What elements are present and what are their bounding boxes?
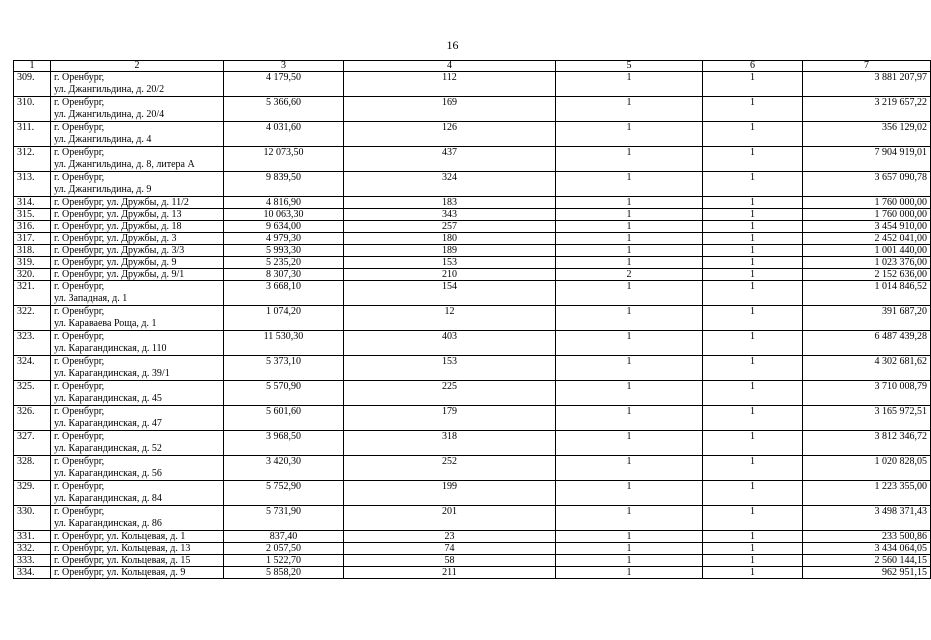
row-number-cell: 313. (14, 172, 51, 197)
col4-cell: 343 (344, 209, 556, 221)
address-line: г. Оренбург, (54, 147, 105, 158)
col5-cell: 1 (556, 257, 703, 269)
col7-cell: 3 219 657,22 (803, 97, 931, 122)
col6-cell: 1 (703, 431, 803, 456)
address-cell (51, 456, 224, 481)
col6-cell: 1 (703, 406, 803, 431)
address-line: ул. Джангильдина, д. 20/4 (54, 109, 165, 120)
table-row (14, 506, 931, 531)
col6-cell: 1 (703, 356, 803, 381)
col3-cell: 12 073,50 (224, 147, 344, 172)
col7-cell: 7 904 919,01 (803, 147, 931, 172)
col4-cell: 23 (344, 531, 556, 543)
table-row (14, 257, 931, 269)
col4-cell: 112 (344, 72, 556, 97)
table-row (14, 245, 931, 257)
col3-cell: 4 979,30 (224, 233, 344, 245)
col5-cell: 1 (556, 406, 703, 431)
col6-cell: 1 (703, 122, 803, 147)
col7-cell: 1 001 440,00 (803, 245, 931, 257)
row-number-cell: 310. (14, 97, 51, 122)
col3-cell: 8 307,30 (224, 269, 344, 281)
address-line: ул. Карагандинская, д. 56 (54, 468, 162, 479)
column-header: 6 (703, 61, 803, 72)
address-line: г. Оренбург, ул. Дружбы, д. 9/1 (54, 269, 185, 280)
table-row (14, 233, 931, 245)
address-line: г. Оренбург, ул. Кольцевая, д. 9 (54, 567, 186, 578)
col4-cell: 318 (344, 431, 556, 456)
col3-cell: 3 668,10 (224, 281, 344, 306)
col3-cell: 11 530,30 (224, 331, 344, 356)
address-cell (51, 481, 224, 506)
col4-cell: 153 (344, 257, 556, 269)
col7-cell: 3 434 064,05 (803, 543, 931, 555)
col5-cell: 1 (556, 97, 703, 122)
col4-cell: 58 (344, 555, 556, 567)
col6-cell: 1 (703, 147, 803, 172)
address-line: г. Оренбург, ул. Дружбы, д. 13 (54, 209, 182, 220)
address-line: г. Оренбург, ул. Кольцевая, д. 1 (54, 531, 186, 542)
col5-cell: 1 (556, 481, 703, 506)
address-cell (51, 381, 224, 406)
col3-cell: 5 235,20 (224, 257, 344, 269)
row-number-cell: 327. (14, 431, 51, 456)
table-row (14, 172, 931, 197)
address-cell (51, 567, 224, 579)
address-line: ул. Джангильдина, д. 9 (54, 184, 152, 195)
column-header: 7 (803, 61, 931, 72)
col6-cell: 1 (703, 543, 803, 555)
table-row (14, 281, 931, 306)
col7-cell: 2 452 041,00 (803, 233, 931, 245)
col6-cell: 1 (703, 506, 803, 531)
row-number-cell: 321. (14, 281, 51, 306)
col3-cell: 3 968,50 (224, 431, 344, 456)
col5-cell: 1 (556, 543, 703, 555)
address-cell (51, 306, 224, 331)
row-number-cell: 309. (14, 72, 51, 97)
col5-cell: 1 (556, 531, 703, 543)
col7-cell: 1 014 846,52 (803, 281, 931, 306)
col7-cell: 2 152 636,00 (803, 269, 931, 281)
address-line: г. Оренбург, ул. Дружбы, д. 3 (54, 233, 177, 244)
col6-cell: 1 (703, 172, 803, 197)
row-number-cell: 319. (14, 257, 51, 269)
col4-cell: 189 (344, 245, 556, 257)
row-number-cell: 334. (14, 567, 51, 579)
col5-cell: 1 (556, 147, 703, 172)
col4-cell: 180 (344, 233, 556, 245)
table-row (14, 381, 931, 406)
address-line: ул. Карагандинская, д. 86 (54, 518, 162, 529)
address-line: г. Оренбург, ул. Дружбы, д. 9 (54, 257, 177, 268)
address-cell (51, 356, 224, 381)
address-line: г. Оренбург, (54, 172, 105, 183)
table-row (14, 431, 931, 456)
col5-cell: 1 (556, 567, 703, 579)
address-line: г. Оренбург, (54, 406, 105, 417)
address-cell (51, 257, 224, 269)
col4-cell: 74 (344, 543, 556, 555)
col4-cell: 153 (344, 356, 556, 381)
table-row (14, 543, 931, 555)
col6-cell: 1 (703, 281, 803, 306)
col6-cell: 1 (703, 456, 803, 481)
col7-cell: 356 129,02 (803, 122, 931, 147)
row-number-cell: 331. (14, 531, 51, 543)
address-line: ул. Джангильдина, д. 4 (54, 134, 152, 145)
col4-cell: 210 (344, 269, 556, 281)
col6-cell: 1 (703, 567, 803, 579)
table-row (14, 269, 931, 281)
row-number-cell: 326. (14, 406, 51, 431)
col7-cell: 1 020 828,05 (803, 456, 931, 481)
col5-cell: 1 (556, 172, 703, 197)
col5-cell: 1 (556, 381, 703, 406)
table-row (14, 331, 931, 356)
housing-register-table (13, 60, 931, 579)
col5-cell: 1 (556, 122, 703, 147)
table-row (14, 97, 931, 122)
address-cell (51, 431, 224, 456)
col6-cell: 1 (703, 72, 803, 97)
row-number-cell: 322. (14, 306, 51, 331)
column-header: 3 (224, 61, 344, 72)
col4-cell: 252 (344, 456, 556, 481)
col3-cell: 5 731,90 (224, 506, 344, 531)
col4-cell: 179 (344, 406, 556, 431)
table-row (14, 555, 931, 567)
col6-cell: 1 (703, 233, 803, 245)
col7-cell: 3 657 090,78 (803, 172, 931, 197)
col5-cell: 1 (556, 281, 703, 306)
address-line: г. Оренбург, (54, 456, 105, 467)
col7-cell: 1 760 000,00 (803, 197, 931, 209)
row-number-cell: 324. (14, 356, 51, 381)
address-cell (51, 281, 224, 306)
address-line: г. Оренбург, (54, 281, 105, 292)
address-cell (51, 555, 224, 567)
row-number-cell: 312. (14, 147, 51, 172)
table-row (14, 306, 931, 331)
address-line: г. Оренбург, ул. Дружбы, д. 3/3 (54, 245, 185, 256)
page-number: 16 (446, 38, 459, 52)
address-line: г. Оренбург, (54, 306, 105, 317)
address-cell (51, 72, 224, 97)
col7-cell: 3 710 008,79 (803, 381, 931, 406)
table-row (14, 197, 931, 209)
row-number-cell: 325. (14, 381, 51, 406)
col6-cell: 1 (703, 531, 803, 543)
col6-cell: 1 (703, 269, 803, 281)
address-cell (51, 97, 224, 122)
col3-cell: 4 816,90 (224, 197, 344, 209)
table-row (14, 567, 931, 579)
row-number-cell: 320. (14, 269, 51, 281)
address-line: г. Оренбург, (54, 506, 105, 517)
address-line: г. Оренбург, (54, 431, 105, 442)
col7-cell: 233 500,86 (803, 531, 931, 543)
row-number-cell: 314. (14, 197, 51, 209)
address-line: ул. Западная, д. 1 (54, 293, 128, 304)
col7-cell: 3 165 972,51 (803, 406, 931, 431)
address-line: г. Оренбург, (54, 122, 105, 133)
col5-cell: 1 (556, 209, 703, 221)
col3-cell: 1 074,20 (224, 306, 344, 331)
col3-cell: 5 993,30 (224, 245, 344, 257)
address-cell (51, 406, 224, 431)
col3-cell: 4 031,60 (224, 122, 344, 147)
col5-cell: 1 (556, 331, 703, 356)
col6-cell: 1 (703, 381, 803, 406)
col4-cell: 437 (344, 147, 556, 172)
col4-cell: 169 (344, 97, 556, 122)
column-number-header-row (14, 61, 931, 72)
address-cell (51, 122, 224, 147)
col6-cell: 1 (703, 555, 803, 567)
address-cell (51, 506, 224, 531)
col7-cell: 3 454 910,00 (803, 221, 931, 233)
col4-cell: 324 (344, 172, 556, 197)
address-line: г. Оренбург, (54, 97, 105, 108)
address-line: ул. Карагандинская, д. 39/1 (54, 368, 170, 379)
address-cell (51, 233, 224, 245)
col4-cell: 225 (344, 381, 556, 406)
table-row (14, 356, 931, 381)
col5-cell: 1 (556, 356, 703, 381)
col3-cell: 10 063,30 (224, 209, 344, 221)
row-number-cell: 318. (14, 245, 51, 257)
address-cell (51, 147, 224, 172)
col4-cell: 211 (344, 567, 556, 579)
col4-cell: 199 (344, 481, 556, 506)
col7-cell: 3 498 371,43 (803, 506, 931, 531)
row-number-cell: 316. (14, 221, 51, 233)
col6-cell: 1 (703, 209, 803, 221)
col3-cell: 5 858,20 (224, 567, 344, 579)
address-cell (51, 172, 224, 197)
address-line: ул. Карагандинская, д. 84 (54, 493, 162, 504)
col7-cell: 1 760 000,00 (803, 209, 931, 221)
col5-cell: 1 (556, 456, 703, 481)
col3-cell: 4 179,50 (224, 72, 344, 97)
col4-cell: 201 (344, 506, 556, 531)
address-line: г. Оренбург, ул. Кольцевая, д. 13 (54, 543, 191, 554)
col3-cell: 5 601,60 (224, 406, 344, 431)
column-header: 2 (51, 61, 224, 72)
col5-cell: 1 (556, 197, 703, 209)
col4-cell: 126 (344, 122, 556, 147)
col6-cell: 1 (703, 245, 803, 257)
col5-cell: 1 (556, 506, 703, 531)
col3-cell: 5 752,90 (224, 481, 344, 506)
column-header: 5 (556, 61, 703, 72)
col3-cell: 5 570,90 (224, 381, 344, 406)
address-line: ул. Карагандинская, д. 110 (54, 343, 167, 354)
address-line: г. Оренбург, ул. Дружбы, д. 18 (54, 221, 182, 232)
address-cell (51, 209, 224, 221)
col3-cell: 1 522,70 (224, 555, 344, 567)
address-line: г. Оренбург, (54, 381, 105, 392)
col5-cell: 1 (556, 221, 703, 233)
column-header: 4 (344, 61, 556, 72)
table-row (14, 406, 931, 431)
col3-cell: 5 373,10 (224, 356, 344, 381)
row-number-cell: 315. (14, 209, 51, 221)
row-number-cell: 323. (14, 331, 51, 356)
col7-cell: 4 302 681,62 (803, 356, 931, 381)
table-row (14, 209, 931, 221)
col7-cell: 2 560 144,15 (803, 555, 931, 567)
address-line: г. Оренбург, ул. Дружбы, д. 11/2 (54, 197, 189, 208)
col3-cell: 5 366,60 (224, 97, 344, 122)
address-line: ул. Карагандинская, д. 45 (54, 393, 162, 404)
col5-cell: 1 (556, 245, 703, 257)
address-cell (51, 269, 224, 281)
col7-cell: 3 881 207,97 (803, 72, 931, 97)
col5-cell: 1 (556, 233, 703, 245)
address-cell (51, 197, 224, 209)
address-line: г. Оренбург, (54, 331, 105, 342)
address-cell (51, 543, 224, 555)
table-row (14, 72, 931, 97)
address-cell (51, 245, 224, 257)
table-row (14, 147, 931, 172)
col3-cell: 2 057,50 (224, 543, 344, 555)
table-row (14, 531, 931, 543)
col5-cell: 1 (556, 306, 703, 331)
col7-cell: 962 951,15 (803, 567, 931, 579)
col7-cell: 1 223 355,00 (803, 481, 931, 506)
table-row (14, 122, 931, 147)
address-line: г. Оренбург, ул. Кольцевая, д. 15 (54, 555, 191, 566)
col6-cell: 1 (703, 221, 803, 233)
address-line: ул. Джангильдина, д. 8, литера А (54, 159, 195, 170)
col7-cell: 3 812 346,72 (803, 431, 931, 456)
col6-cell: 1 (703, 481, 803, 506)
col6-cell: 1 (703, 331, 803, 356)
col6-cell: 1 (703, 97, 803, 122)
row-number-cell: 333. (14, 555, 51, 567)
row-number-cell: 311. (14, 122, 51, 147)
table-row (14, 481, 931, 506)
col5-cell: 1 (556, 431, 703, 456)
row-number-cell: 329. (14, 481, 51, 506)
table-row (14, 221, 931, 233)
col5-cell: 1 (556, 72, 703, 97)
row-number-cell: 317. (14, 233, 51, 245)
address-line: ул. Джангильдина, д. 20/2 (54, 84, 165, 95)
col3-cell: 9 839,50 (224, 172, 344, 197)
col6-cell: 1 (703, 306, 803, 331)
col4-cell: 183 (344, 197, 556, 209)
address-line: г. Оренбург, (54, 356, 105, 367)
column-header: 1 (14, 61, 51, 72)
table-row (14, 456, 931, 481)
address-line: ул. Карагандинская, д. 47 (54, 418, 162, 429)
col4-cell: 403 (344, 331, 556, 356)
address-line: ул. Караваева Роща, д. 1 (54, 318, 157, 329)
col7-cell: 1 023 376,00 (803, 257, 931, 269)
col3-cell: 837,40 (224, 531, 344, 543)
col3-cell: 9 634,00 (224, 221, 344, 233)
col6-cell: 1 (703, 257, 803, 269)
col5-cell: 1 (556, 555, 703, 567)
col5-cell: 2 (556, 269, 703, 281)
address-cell (51, 531, 224, 543)
address-cell (51, 221, 224, 233)
col7-cell: 391 687,20 (803, 306, 931, 331)
col4-cell: 257 (344, 221, 556, 233)
col4-cell: 12 (344, 306, 556, 331)
col3-cell: 3 420,30 (224, 456, 344, 481)
row-number-cell: 330. (14, 506, 51, 531)
address-line: г. Оренбург, (54, 72, 105, 83)
col6-cell: 1 (703, 197, 803, 209)
col7-cell: 6 487 439,28 (803, 331, 931, 356)
col4-cell: 154 (344, 281, 556, 306)
address-cell (51, 331, 224, 356)
address-line: г. Оренбург, (54, 481, 105, 492)
row-number-cell: 332. (14, 543, 51, 555)
address-line: ул. Карагандинская, д. 52 (54, 443, 162, 454)
row-number-cell: 328. (14, 456, 51, 481)
